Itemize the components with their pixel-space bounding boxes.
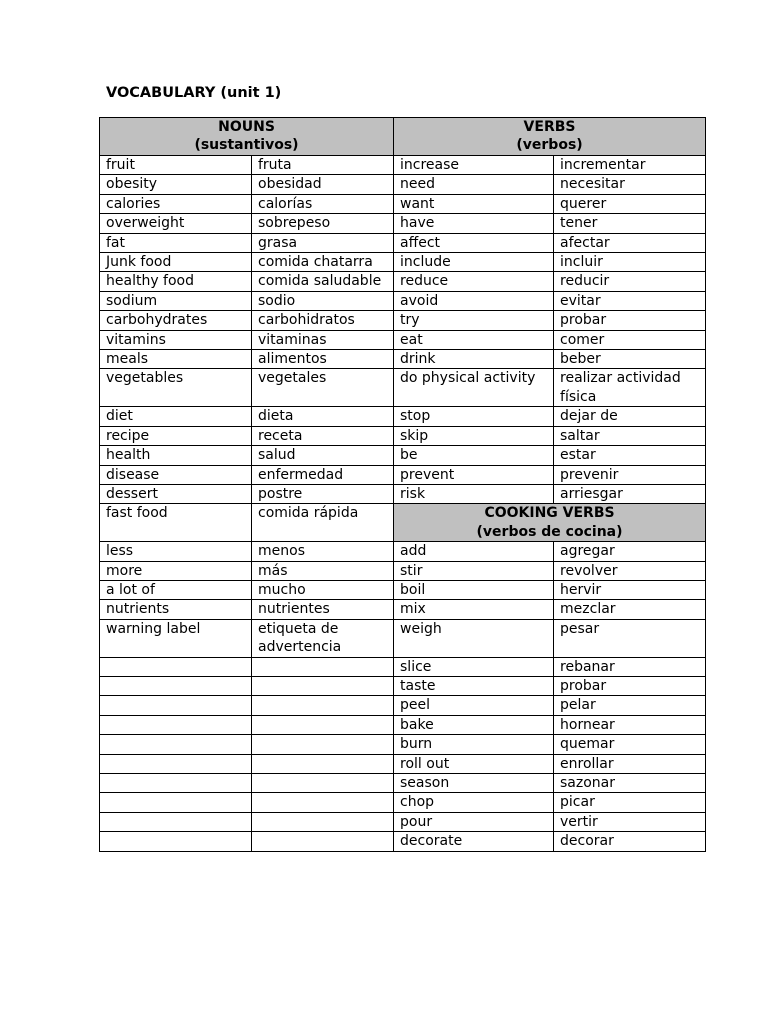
noun-english <box>100 676 252 695</box>
table-row <box>100 542 706 561</box>
noun-spanish <box>252 832 394 851</box>
noun-spanish: calorías <box>252 194 394 213</box>
verbs-header-subtitle: (verbos) <box>516 137 583 154</box>
noun-spanish <box>252 793 394 812</box>
noun-spanish: sodio <box>252 291 394 310</box>
noun-english: less <box>100 542 252 561</box>
verb-spanish: arriesgar <box>554 484 706 503</box>
table-row <box>100 793 706 812</box>
table-row <box>100 715 706 734</box>
noun-english: carbohydrates <box>100 311 252 330</box>
noun-spanish: enfermedad <box>252 465 394 484</box>
table-header-row <box>100 118 706 156</box>
noun-spanish: obesidad <box>252 175 394 194</box>
verb-english: do physical activity <box>394 369 554 407</box>
verb-english: decorate <box>394 832 554 851</box>
verb-spanish: incrementar <box>554 156 706 175</box>
verb-spanish: tener <box>554 214 706 233</box>
verb-spanish: realizar actividad física <box>554 369 706 407</box>
noun-english: disease <box>100 465 252 484</box>
verb-english: risk <box>394 484 554 503</box>
noun-spanish: receta <box>252 426 394 445</box>
table-row <box>100 561 706 580</box>
verb-english: eat <box>394 330 554 349</box>
nouns-header-title: NOUNS <box>218 119 275 135</box>
table-row <box>100 330 706 349</box>
verb-spanish: rebanar <box>554 657 706 676</box>
verb-english: reduce <box>394 272 554 291</box>
verb-spanish: dejar de <box>554 407 706 426</box>
noun-spanish <box>252 754 394 773</box>
table-row <box>100 426 706 445</box>
table-row <box>100 311 706 330</box>
vocabulary-table <box>99 117 706 852</box>
noun-english: vitamins <box>100 330 252 349</box>
noun-english: healthy food <box>100 272 252 291</box>
noun-english: meals <box>100 350 252 369</box>
verb-spanish: reducir <box>554 272 706 291</box>
noun-english <box>100 715 252 734</box>
noun-english: vegetables <box>100 369 252 407</box>
noun-english: nutrients <box>100 600 252 619</box>
table-row <box>100 446 706 465</box>
cooking-verbs-title: COOKING VERBS <box>484 505 615 522</box>
verb-spanish: decorar <box>554 832 706 851</box>
verb-english: add <box>394 542 554 561</box>
noun-english: dessert <box>100 484 252 503</box>
noun-english: overweight <box>100 214 252 233</box>
noun-spanish: sobrepeso <box>252 214 394 233</box>
noun-english: diet <box>100 407 252 426</box>
verb-spanish: sazonar <box>554 774 706 793</box>
noun-spanish: menos <box>252 542 394 561</box>
noun-english: recipe <box>100 426 252 445</box>
verb-english: mix <box>394 600 554 619</box>
nouns-header-subtitle: (sustantivos) <box>194 137 299 154</box>
table-row <box>100 619 706 657</box>
noun-spanish <box>252 812 394 831</box>
table-row <box>100 233 706 252</box>
verb-english: slice <box>394 657 554 676</box>
verb-english: avoid <box>394 291 554 310</box>
noun-english <box>100 735 252 754</box>
table-row <box>100 812 706 831</box>
verb-spanish: necesitar <box>554 175 706 194</box>
verb-spanish: afectar <box>554 233 706 252</box>
verb-english: be <box>394 446 554 465</box>
verb-english: season <box>394 774 554 793</box>
verb-spanish: hornear <box>554 715 706 734</box>
verb-english: try <box>394 311 554 330</box>
noun-english: sodium <box>100 291 252 310</box>
noun-english: more <box>100 561 252 580</box>
verb-spanish: saltar <box>554 426 706 445</box>
noun-spanish: fruta <box>252 156 394 175</box>
page-title: VOCABULARY (unit 1) <box>106 85 282 101</box>
noun-spanish: comida saludable <box>252 272 394 291</box>
verb-spanish: agregar <box>554 542 706 561</box>
noun-spanish <box>252 657 394 676</box>
table-row <box>100 369 706 407</box>
verb-english: need <box>394 175 554 194</box>
noun-spanish <box>252 735 394 754</box>
verb-english: affect <box>394 233 554 252</box>
verb-english: burn <box>394 735 554 754</box>
verb-english: taste <box>394 676 554 695</box>
verb-english: have <box>394 214 554 233</box>
table-row <box>100 657 706 676</box>
noun-spanish: nutrientes <box>252 600 394 619</box>
table-row <box>100 272 706 291</box>
verb-english: include <box>394 253 554 272</box>
nouns-header <box>100 118 394 156</box>
table-row <box>100 696 706 715</box>
table-row <box>100 504 706 542</box>
table-row <box>100 214 706 233</box>
noun-spanish: vegetales <box>252 369 394 407</box>
cooking-verbs-header <box>394 504 706 542</box>
verb-spanish: revolver <box>554 561 706 580</box>
noun-english: obesity <box>100 175 252 194</box>
verb-spanish: hervir <box>554 580 706 599</box>
noun-english <box>100 832 252 851</box>
noun-english: a lot of <box>100 580 252 599</box>
noun-english <box>100 793 252 812</box>
table-row <box>100 156 706 175</box>
table-row <box>100 407 706 426</box>
verb-spanish: prevenir <box>554 465 706 484</box>
verb-spanish: vertir <box>554 812 706 831</box>
table-row <box>100 754 706 773</box>
table-row <box>100 676 706 695</box>
noun-english: fat <box>100 233 252 252</box>
verb-spanish: estar <box>554 446 706 465</box>
noun-english <box>100 696 252 715</box>
verb-english: skip <box>394 426 554 445</box>
verb-english: boil <box>394 580 554 599</box>
noun-english <box>100 657 252 676</box>
table-row <box>100 484 706 503</box>
noun-spanish: postre <box>252 484 394 503</box>
noun-spanish: dieta <box>252 407 394 426</box>
noun-english <box>100 774 252 793</box>
verb-spanish: picar <box>554 793 706 812</box>
verb-spanish: probar <box>554 311 706 330</box>
noun-english: fruit <box>100 156 252 175</box>
verbs-header <box>394 118 706 156</box>
noun-english <box>100 754 252 773</box>
table-row <box>100 253 706 272</box>
verb-english: pour <box>394 812 554 831</box>
verb-spanish: probar <box>554 676 706 695</box>
noun-spanish: mucho <box>252 580 394 599</box>
noun-english: Junk food <box>100 253 252 272</box>
verb-english: prevent <box>394 465 554 484</box>
table-row <box>100 774 706 793</box>
table-row <box>100 832 706 851</box>
noun-english: calories <box>100 194 252 213</box>
verb-english: drink <box>394 350 554 369</box>
verbs-header-title: VERBS <box>523 119 576 135</box>
noun-english: warning label <box>100 619 252 657</box>
noun-spanish: vitaminas <box>252 330 394 349</box>
verb-english: increase <box>394 156 554 175</box>
verb-spanish: beber <box>554 350 706 369</box>
verb-spanish: querer <box>554 194 706 213</box>
verb-spanish: incluir <box>554 253 706 272</box>
noun-english: health <box>100 446 252 465</box>
noun-spanish: carbohidratos <box>252 311 394 330</box>
verb-english: stop <box>394 407 554 426</box>
cooking-verbs-subtitle: (verbos de cocina) <box>476 523 623 540</box>
verb-english: want <box>394 194 554 213</box>
table-row <box>100 350 706 369</box>
noun-english: fast food <box>100 504 252 542</box>
table-row <box>100 194 706 213</box>
verb-spanish: comer <box>554 330 706 349</box>
verb-spanish: mezclar <box>554 600 706 619</box>
table-row <box>100 600 706 619</box>
verb-english: roll out <box>394 754 554 773</box>
verb-english: weigh <box>394 619 554 657</box>
verb-spanish: pesar <box>554 619 706 657</box>
noun-spanish: alimentos <box>252 350 394 369</box>
noun-spanish: grasa <box>252 233 394 252</box>
verb-spanish: pelar <box>554 696 706 715</box>
noun-spanish <box>252 696 394 715</box>
noun-spanish: comida rápida <box>252 504 394 542</box>
noun-spanish: salud <box>252 446 394 465</box>
noun-spanish <box>252 676 394 695</box>
table-row <box>100 580 706 599</box>
noun-spanish: comida chatarra <box>252 253 394 272</box>
verb-english: stir <box>394 561 554 580</box>
verb-spanish: evitar <box>554 291 706 310</box>
verb-english: chop <box>394 793 554 812</box>
verb-spanish: quemar <box>554 735 706 754</box>
table-row <box>100 291 706 310</box>
noun-spanish: etiqueta de advertencia <box>252 619 394 657</box>
noun-spanish <box>252 715 394 734</box>
noun-spanish <box>252 774 394 793</box>
verb-spanish: enrollar <box>554 754 706 773</box>
table-row <box>100 735 706 754</box>
verb-english: bake <box>394 715 554 734</box>
verb-english: peel <box>394 696 554 715</box>
table-row <box>100 465 706 484</box>
table-row <box>100 175 706 194</box>
noun-spanish: más <box>252 561 394 580</box>
noun-english <box>100 812 252 831</box>
